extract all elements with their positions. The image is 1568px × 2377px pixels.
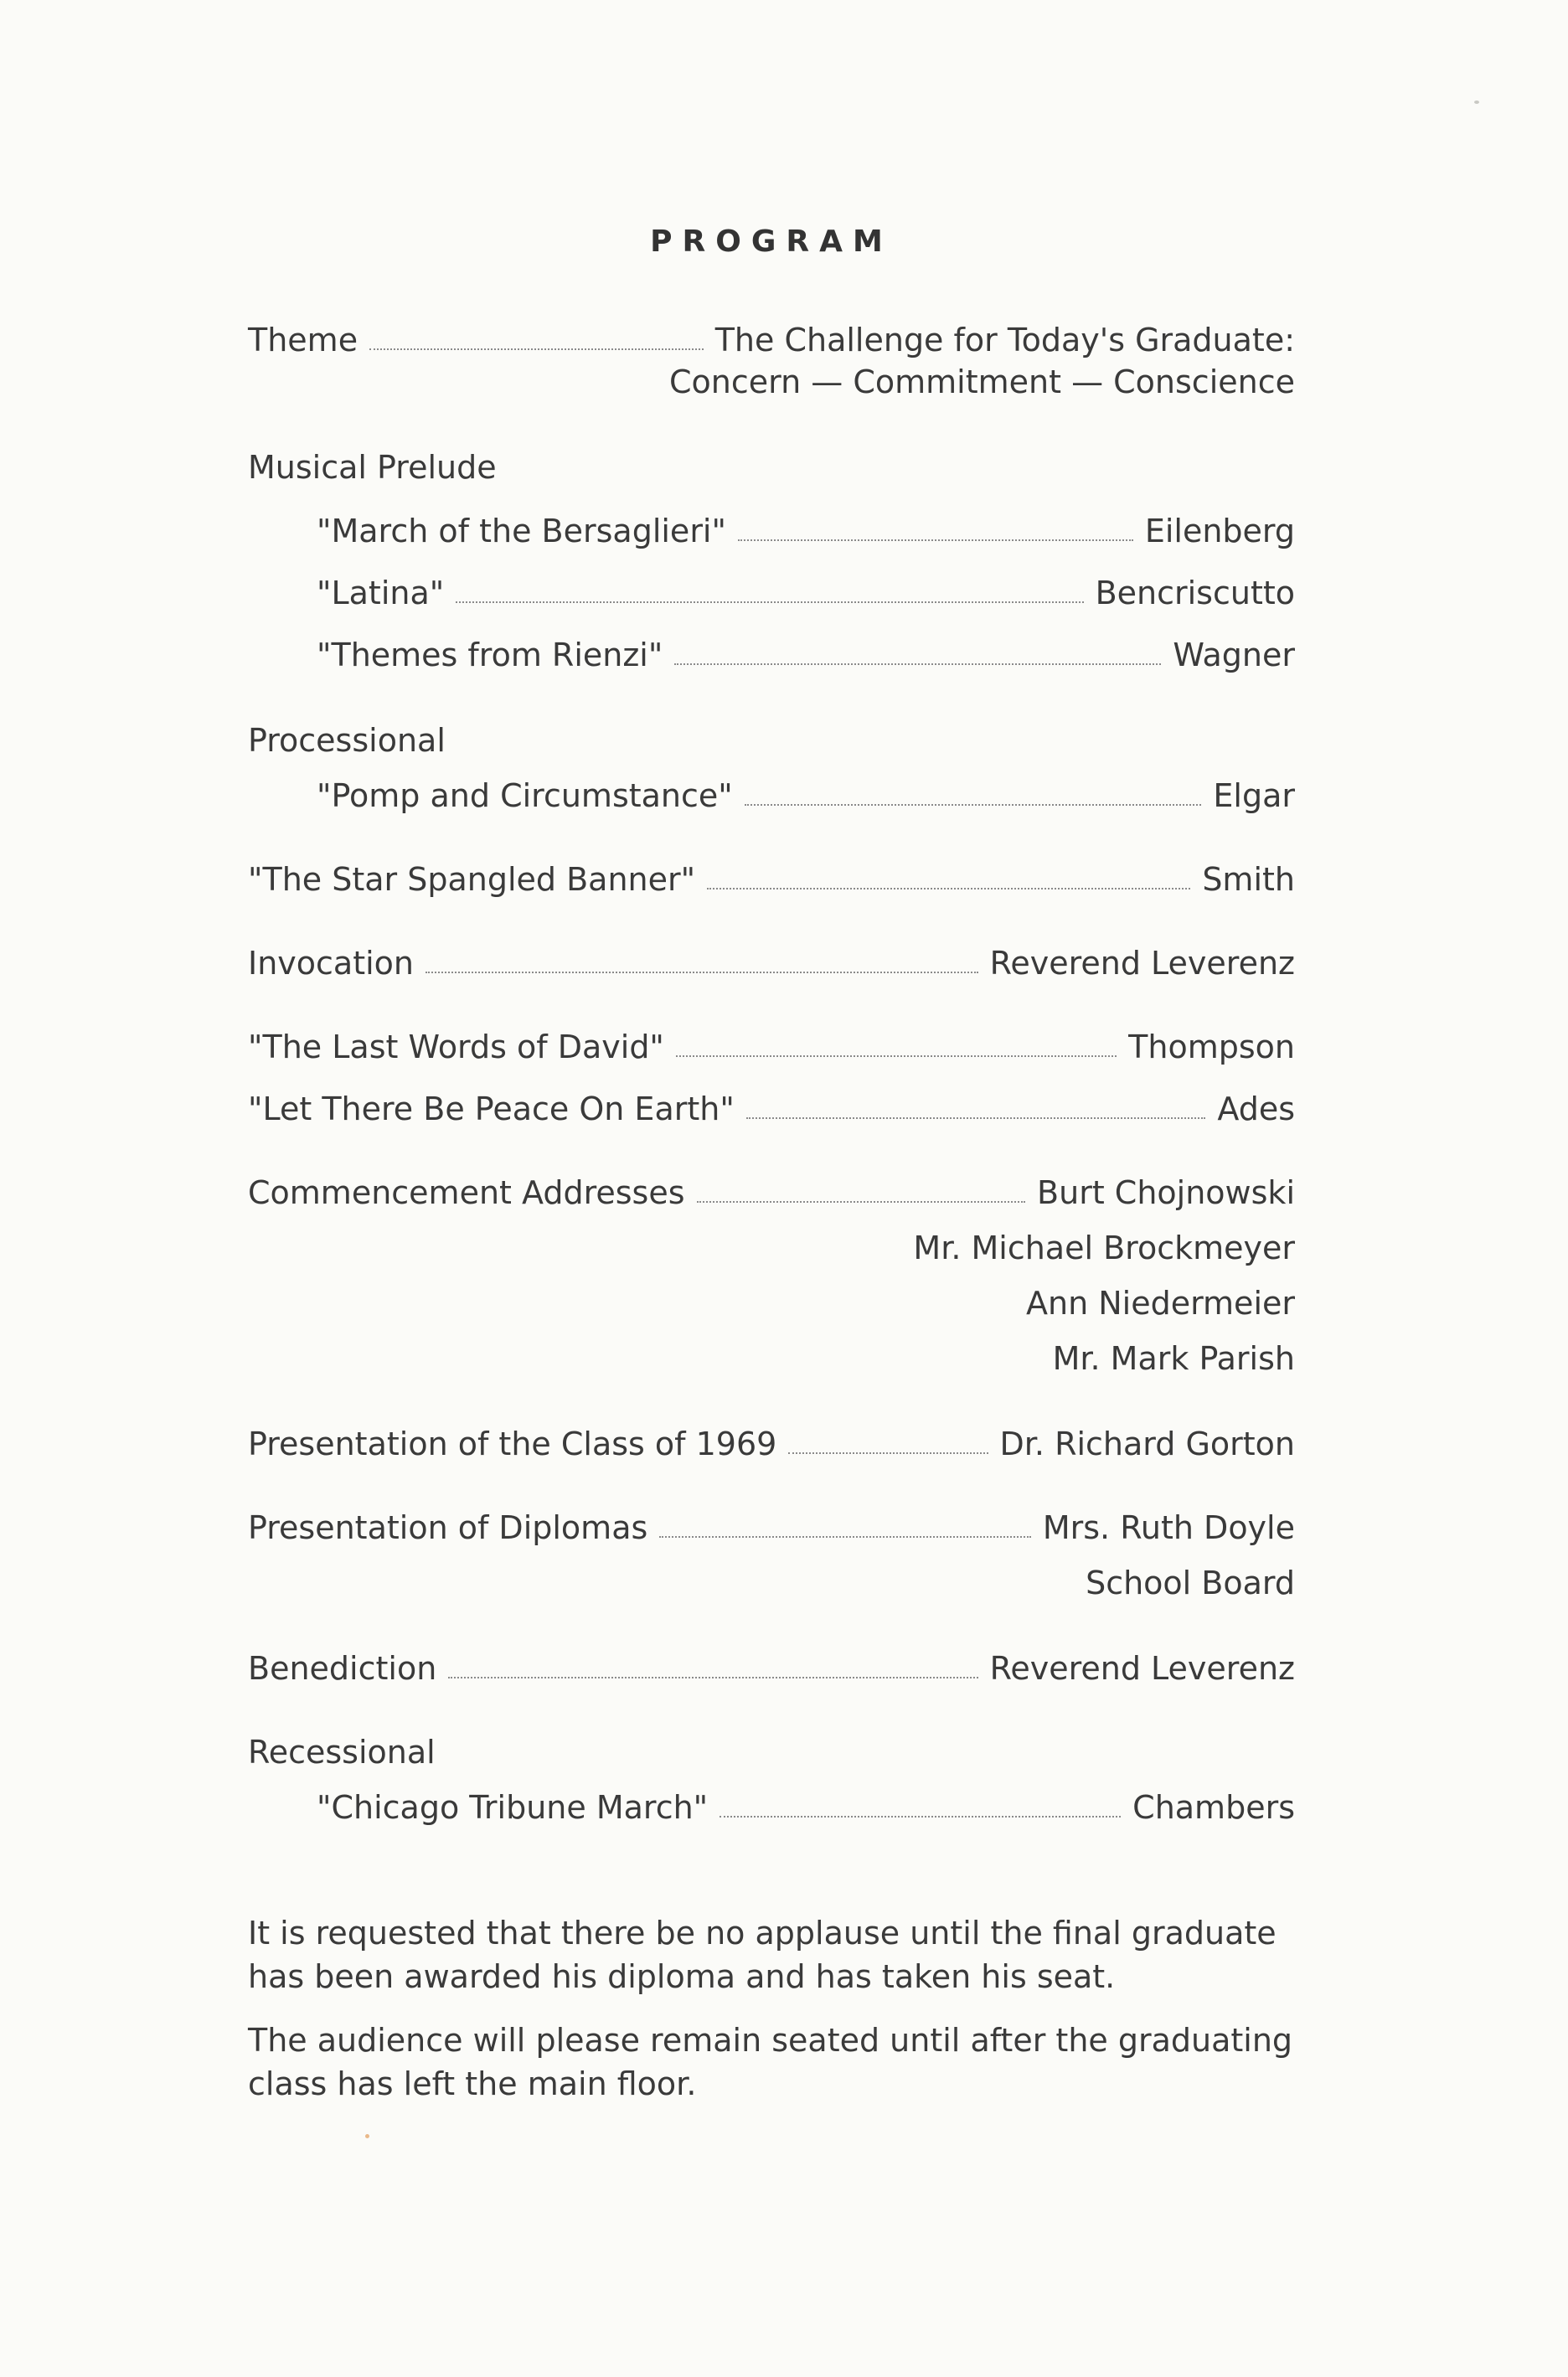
song-row bbox=[248, 1027, 1295, 1067]
piece-title: "Themes from Rienzi" bbox=[317, 637, 663, 673]
leader-dots bbox=[456, 601, 1083, 603]
presentation-diplomas-row bbox=[248, 1508, 1295, 1548]
applause-note-line2: has been awarded his diploma and has taken his seat. bbox=[248, 1958, 1116, 1995]
recessional-heading: Recessional bbox=[248, 1734, 436, 1771]
presentation-class-row bbox=[248, 1424, 1295, 1464]
composer: Smith bbox=[1202, 861, 1295, 898]
piece-title: "Latina" bbox=[317, 575, 445, 611]
leader-dots bbox=[746, 1116, 1206, 1119]
seated-note-line1: The audience will please remain seated until after the graduating bbox=[248, 2022, 1293, 2059]
piece-title: "Pomp and Circumstance" bbox=[317, 777, 733, 814]
composer: Chambers bbox=[1132, 1789, 1295, 1826]
benediction-person: Reverend Leverenz bbox=[989, 1650, 1295, 1687]
theme-value-line2: Concern — Commitment — Conscience bbox=[669, 364, 1295, 400]
piece-title: "The Star Spangled Banner" bbox=[248, 861, 696, 898]
paper-speck bbox=[1474, 101, 1479, 104]
piece-title: "The Last Words of David" bbox=[248, 1029, 664, 1065]
speaker-name: Ann Niedermeier bbox=[1025, 1285, 1295, 1322]
composer: Eilenberg bbox=[1144, 513, 1295, 549]
leader-dots bbox=[788, 1451, 988, 1454]
processional-item bbox=[317, 776, 1295, 816]
leader-dots bbox=[674, 663, 1161, 665]
paper-speck bbox=[365, 2134, 369, 2138]
piece-title: "Let There Be Peace On Earth" bbox=[248, 1091, 735, 1127]
program-page bbox=[248, 0, 1295, 2377]
leader-dots bbox=[448, 1676, 977, 1678]
prelude-item bbox=[317, 573, 1295, 613]
composer: Bencriscutto bbox=[1095, 575, 1295, 611]
composer: Elgar bbox=[1213, 777, 1295, 814]
piece-title: "March of the Bersaglieri" bbox=[317, 513, 726, 549]
leader-dots bbox=[676, 1054, 1117, 1057]
presentation-diplomas-label: Presentation of Diplomas bbox=[248, 1509, 648, 1546]
theme-value: The Challenge for Today's Graduate: bbox=[714, 322, 1295, 358]
benediction-row bbox=[248, 1648, 1295, 1689]
page-title: PROGRAM bbox=[650, 224, 893, 259]
song-row bbox=[248, 1089, 1295, 1129]
presentation-diplomas-person: Mrs. Ruth Doyle bbox=[1042, 1509, 1295, 1546]
prelude-item bbox=[317, 635, 1295, 675]
leader-dots bbox=[738, 539, 1133, 541]
leader-dots bbox=[659, 1535, 1031, 1538]
leader-dots bbox=[720, 1815, 1121, 1818]
seated-note-line2: class has left the main floor. bbox=[248, 2065, 697, 2102]
composer: Ades bbox=[1217, 1091, 1295, 1127]
leader-dots bbox=[745, 803, 1202, 806]
invocation-person: Reverend Leverenz bbox=[989, 945, 1295, 982]
piece-title: "Chicago Tribune March" bbox=[317, 1789, 709, 1826]
speaker-name: Mr. Michael Brockmeyer bbox=[913, 1230, 1295, 1266]
theme-label: Theme bbox=[248, 322, 358, 358]
musical-prelude-heading: Musical Prelude bbox=[248, 449, 497, 486]
invocation-label: Invocation bbox=[248, 945, 414, 982]
leader-dots bbox=[426, 971, 978, 973]
benediction-label: Benediction bbox=[248, 1650, 437, 1687]
leader-dots bbox=[369, 348, 704, 350]
prelude-item bbox=[317, 511, 1295, 551]
processional-heading: Processional bbox=[248, 722, 446, 759]
recessional-item bbox=[317, 1787, 1295, 1828]
speaker-name: Mr. Mark Parish bbox=[1052, 1340, 1295, 1377]
composer: Thompson bbox=[1128, 1029, 1295, 1065]
leader-dots bbox=[697, 1200, 1026, 1203]
presentation-class-label: Presentation of the Class of 1969 bbox=[248, 1426, 777, 1462]
invocation-row bbox=[248, 943, 1295, 983]
composer: Wagner bbox=[1173, 637, 1295, 673]
presentation-diplomas-role: School Board bbox=[1086, 1565, 1295, 1601]
leader-dots bbox=[707, 887, 1190, 889]
speaker-name: Burt Chojnowski bbox=[1037, 1174, 1295, 1211]
addresses-row bbox=[248, 1173, 1295, 1213]
applause-note-line1: It is requested that there be no applause until the final graduate bbox=[248, 1915, 1277, 1952]
presentation-class-person: Dr. Richard Gorton bbox=[999, 1426, 1295, 1462]
theme-row bbox=[248, 320, 1295, 360]
addresses-label: Commencement Addresses bbox=[248, 1174, 685, 1211]
anthem-row bbox=[248, 859, 1295, 900]
